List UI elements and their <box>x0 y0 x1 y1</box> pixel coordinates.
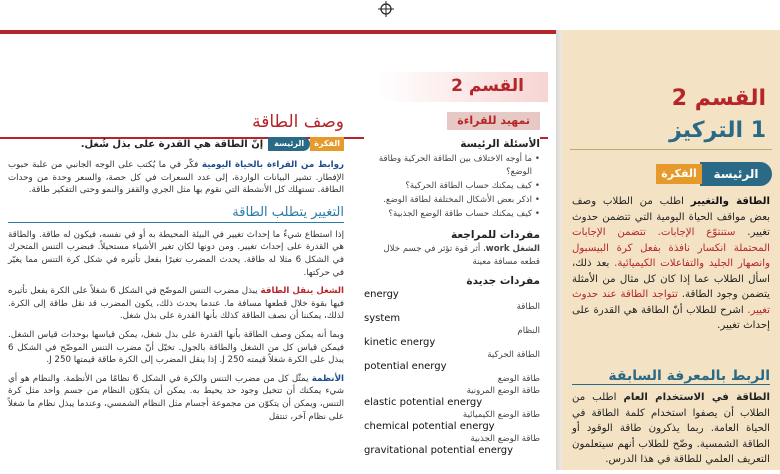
review-term: الشغل work <box>485 244 540 254</box>
questions-heading: الأسئلة الرئيسة <box>460 138 540 150</box>
paragraph <box>8 373 344 423</box>
main-idea-badge-label: الفكرة <box>310 137 344 151</box>
teacher-text: اشرح للطلاب أنّ الطاقة هي القدرة على إحداث تغيير. <box>572 304 770 331</box>
review-vocab-text <box>364 243 540 269</box>
vocab-list <box>364 289 540 457</box>
badge-idea: الفكرة <box>656 164 702 184</box>
page-title: وصف الطاقة <box>252 112 344 132</box>
vocab-ar: الطاقة <box>516 302 540 312</box>
paragraph-lead: الشغل ينقل الطاقة <box>260 286 345 297</box>
vocab-item <box>364 313 540 337</box>
paragraph <box>8 285 344 323</box>
focus-heading: 1 التركيز <box>669 118 766 143</box>
vocab-ar: طاقة الوضع المرونية <box>466 386 540 396</box>
teacher-text: اطلب من الطلاب أن يصفوا استخدام كلمة الطاقة في الحياة العامة. ربما يذكرون طاقة الوقود أو الطاقة الشمسية. وضّح للطلاب أنهم سيتعلمون التعريف العلمي للطاقة في هذا الدرس. <box>572 392 770 465</box>
subheading: التغيير يتطلب الطاقة <box>8 205 344 223</box>
vocab-item <box>364 421 540 445</box>
badge-main: الرئيسة <box>700 162 772 186</box>
vocab-item <box>364 361 540 385</box>
vocab-en: gravitational potential energy <box>364 445 514 456</box>
vocab-item <box>364 445 540 457</box>
vocab-ar: الطاقة الحركية <box>487 350 540 360</box>
vocab-en: potential energy <box>364 361 447 372</box>
question-item: • ما أوجه الاختلاف بين الطاقة الحركية وطاقة الوضع؟ <box>364 153 540 179</box>
question-item: • كيف يمكنك حساب طاقة الوضع الجذبية؟ <box>364 208 540 221</box>
paragraph-text: يبذل مضرب التنس الموضّح في الشكل 6 شغلاً على الكرة بفعل تأثيره فيها بقوة خلال قطعها مسافة ما. عندما يحدث ذلك، يكون المضرب قد نقل طاقة إلى الكرة. لذلك، يمكننا أن نصف الطاقة كذلك بأنها القدرة على بذل شغل. <box>8 286 344 322</box>
vocab-ar: طاقة الوضع الجذبية <box>470 434 540 444</box>
teacher-text: اطلب من الطلاب وصف بعض مواقف الحياة اليومية التي تتضمن حدوث تغيير. <box>572 196 771 238</box>
vocab-item <box>364 337 540 361</box>
review-vocab-heading: مفردات للمراجعة <box>450 229 540 241</box>
paragraph-lead: الأنظمة <box>311 373 345 384</box>
paragraph-lead: روابط من القراءة بالحياة اليومية <box>201 160 344 170</box>
registration-mark-icon <box>378 1 394 17</box>
vocab-ar: طاقة الوضع <box>497 374 540 384</box>
vocab-ar: النظام <box>517 326 540 336</box>
vocab-item <box>364 289 540 313</box>
reading-preview-tag: تمهيد للقراءة <box>447 112 540 130</box>
new-vocab-heading: مفردات جديدة <box>466 275 540 287</box>
paragraph: وبما أنه يمكن وصف الطاقة بأنها القدرة على بذل شغل، يمكن قياسها بوحدات قياس الشغل. فيمكن قياس كل من الشغل والطاقة بالجول. تخيّل أنّ مضرب التنس الموضّح في الشكل 6 يبذل على الكرة شغلاً قيمته 250 J. إذا ينقل المضرب إلى الكرة طاقة قيمتها 250 J. <box>8 329 344 366</box>
main-idea-badge: الرئيسة <box>268 137 310 151</box>
focus-rule <box>570 149 772 150</box>
answer-text: ستنتوّع الإجابات. تتضمن الإجابات المحتملة انكسار نافذة بفعل كرة البيسبول وانصهار الجليد والتفاعلات الكيميائية. <box>572 227 770 269</box>
question-item: • كيف يمكنك حساب الطاقة الحركية؟ <box>364 180 540 193</box>
vocab-en: kinetic energy <box>364 337 436 348</box>
teacher-section-label: القسم 2 <box>671 86 766 111</box>
main-idea-badge <box>652 162 772 186</box>
reading-preview-sidebar <box>364 112 540 470</box>
vocab-en: energy <box>364 289 399 300</box>
teacher-paragraph <box>572 390 770 468</box>
teacher-lead: الطاقة في الاستخدام العام <box>623 392 770 403</box>
paragraph-text: فكّر في ما يُكتب على الوجه الجانبي من علبة حبوب الإفطار. تشير البيانات الواردة، إلى عدد السعرات في كل حصة، والسعر وحدة من وحدات الطاقة. تستهلك كل الأنشطة التي نقوم بها مثل الجري والقفز والنمو وحتى التفكير طاقة. <box>8 160 344 196</box>
teacher-page <box>562 30 780 470</box>
vocab-item <box>364 397 540 421</box>
paragraph-text: يمثّل كل من مضرب التنس والكرة في الشكل 6 نظامًا من الأنظمة. والنظام هو أي شيء يمكنك أن تتخيل وجود حد يحيط به. يمكن أن يتكوّن النظام من جسم واحد مثل كرة التنس، ويمكن أن يتكوّن من مجموعة أجسام مثل النظام الشمسي، وعندما يبذل نظام ما شغلاً على نظام آخر، تنتقل <box>8 373 344 422</box>
review-definition: ، أثر قوة تؤثر في جسم خلال قطعه مسافة معينة <box>383 244 540 267</box>
answer-text: تتواجد الطاقة عند حدوث تغيير. <box>572 289 770 316</box>
vocab-en: system <box>364 313 401 324</box>
paragraph <box>8 159 344 197</box>
question-item: • اذكر بعض الأشكال المختلفة لطاقة الوضع. <box>364 194 540 207</box>
teacher-lead: الطاقة والتغيير <box>690 196 770 207</box>
section-label: القسم 2 <box>451 76 524 96</box>
main-idea-row <box>8 137 344 153</box>
paragraph: إذا استطاع شيءٌ ما إحداث تغيير في البيئة المحيطة به أو في نفسه، فيكون له طاقة. والطاقة هي القدرة على إحداث تغيير. ومن دونها لكان تغير الأشياء مستحيلاً. فبضرب التنس المتحرك في الشكل 6 مثلا له طاقة. يحدث المضرب تغيرًا بفعل تأثيره في شكل كرة التنس مما يغيّر في حركتها. <box>8 229 345 278</box>
main-idea-text: إنّ الطاقة هي القدرة على بذل شُغل. <box>80 139 264 150</box>
prior-knowledge-heading: الربط بالمعرفة السابقة <box>572 368 770 385</box>
vocab-en: elastic potential energy <box>364 397 483 408</box>
teacher-paragraph <box>572 194 770 334</box>
vocab-en: chemical potential energy <box>364 421 495 432</box>
main-text-column <box>8 112 344 470</box>
questions-list <box>364 153 540 221</box>
section-header <box>378 72 548 102</box>
teacher-text: بعد ذلك، اسأل الطلاب عما إذا كان كل مثال من الأمثلة يتضمن وجود الطاقة. <box>572 258 770 300</box>
vocab-ar: طاقة الوضع الكيميائية <box>462 410 540 420</box>
vocab-item <box>364 385 540 397</box>
